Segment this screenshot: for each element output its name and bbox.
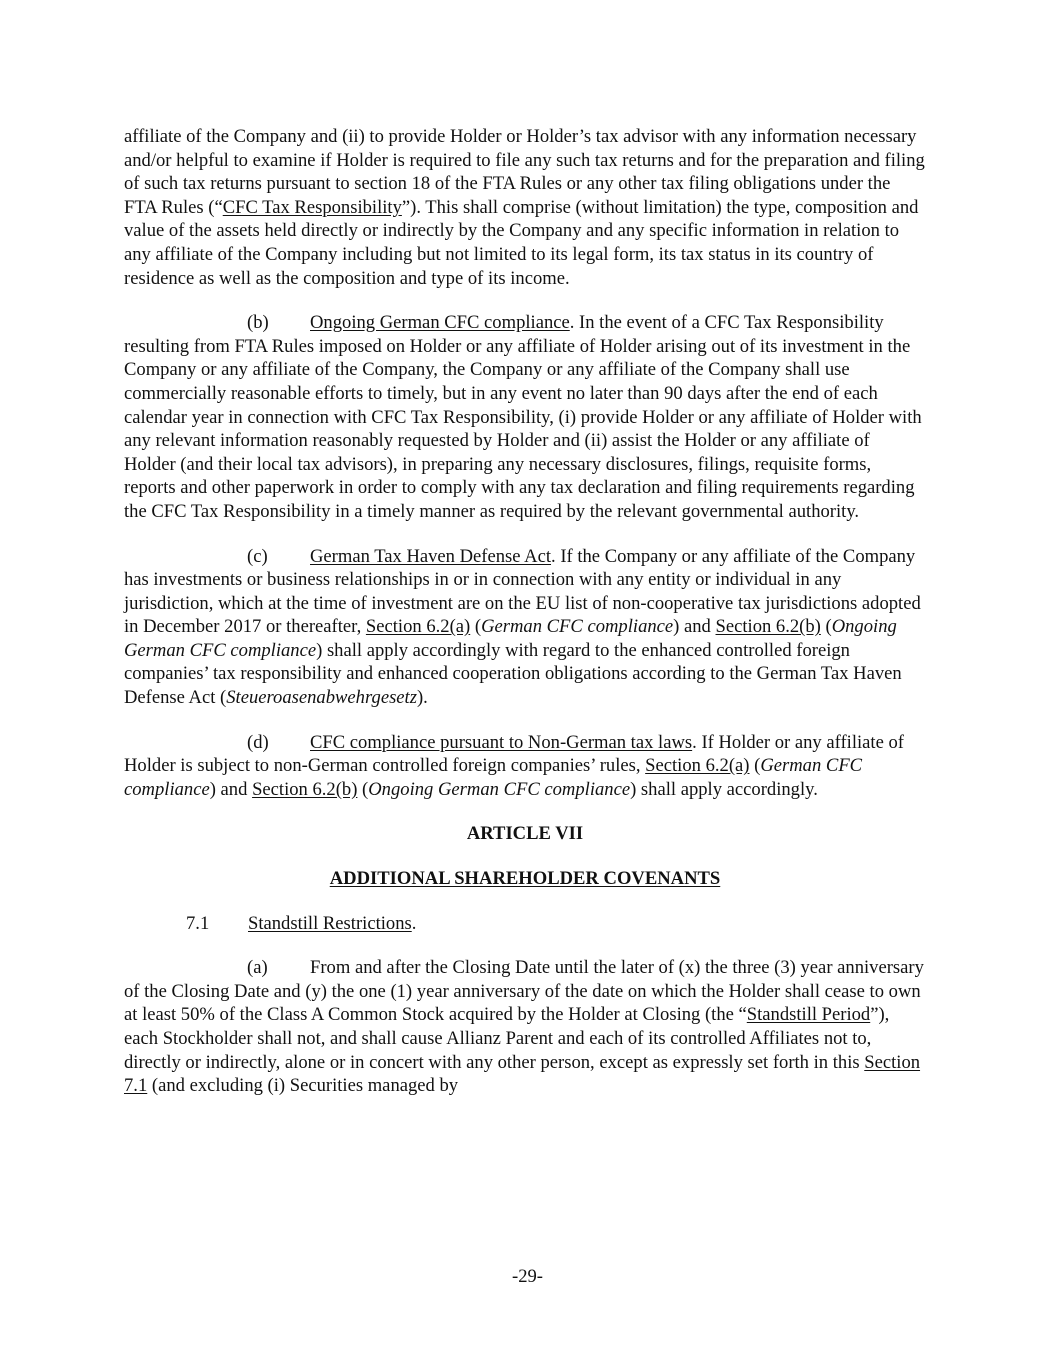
article-number: ARTICLE VII <box>466 823 584 845</box>
paragraph-a-continuation: affiliate of the Company and (ii) to provide Holder or Holder’s tax advisor with any information necessary and/or helpful to examine if Holder is required to file any such tax returns and for the preparation and filing of such tax returns pursuant to section 18 of the FTA Rules or any other tax filing obligations under the FTA Rules (“CFC Tax Responsibility”). This shall comprise (without limitation) the type, composition and value of the assets held directly or indirectly by the Company and any specific information in relation to any affiliate of the Company including but not limited to its legal form, its tax status in its country of residence as well as the composition and type of its income. <box>124 126 925 289</box>
section-heading: 7.1 Standstill Restrictions. <box>186 912 417 934</box>
paragraph-label: (c) <box>247 545 268 567</box>
paragraph-d: (d) CFC compliance pursuant to Non-German tax laws. If Holder or any affiliate of Holder is subject to non-German controlled foreign companies’ rules, Section 6.2(a) (German CFC compliance) and Section 6.2(b) (Ongoing German CFC compliance) shall apply accordingly. <box>124 731 904 800</box>
paragraph-b: (b) Ongoing German CFC compliance. In the event of a CFC Tax Responsibility resulting from FTA Rules imposed on Holder or any affiliate of Holder arising out of its investment in the Company or any affiliate of the Company, the Company or any affiliate of the Company shall use commercially reasonable efforts to timely, but in any event no later than 90 days after the end of each calendar year in connection with CFC Tax Responsibility, (i) provide Holder or any affiliate of Holder with any relevant information reasonably requested by Holder and (ii) assist the Holder or any affiliate of Holder (and their local tax advisors), in preparing any necessary disclosures, filings, requisite forms, reports and other paperwork in order to comply with any tax declaration and filing requirements regarding the CFC Tax Responsibility in a timely manner as required by the relevant governmental authority. <box>124 312 922 522</box>
paragraph-7-1-a: (a) From and after the Closing Date until the later of (x) the three (3) year anniversary of the Closing Date and (y) the one (1) year anniversary of the date on which the Holder shall cease to own at least 50% of the Class A Common Stock acquired by the Holder at Closing (the “Standstill Period”), each Stockholder shall not, and shall cause Allianz Parent and each of its controlled Affiliates not to, directly or indirectly, alone or in concert with any other person, except as expressly set forth in this Section 7.1 (and excluding (i) Securities managed by <box>124 957 924 1097</box>
section-number: 7.1 <box>186 912 210 934</box>
paragraph-label: (a) <box>247 957 268 979</box>
defined-term: Standstill Period <box>746 1004 871 1026</box>
section-reference: Section 7.1 <box>124 1051 921 1097</box>
paragraph-c: (c) German Tax Haven Defense Act. If the Company or any affiliate of the Company has investments or business relationships in or in connection with any entity or individual in any jurisdiction, which at the time of investment are on the EU list of non-cooperative tax jurisdictions adopted in December 2017 or thereafter, Section 6.2(a) (German CFC compliance) and Section 6.2(b) (Ongoing German CFC compliance) shall apply accordingly with regard to the enhanced controlled foreign companies’ tax responsibility and enhanced cooperation obligations according to the German Tax Haven Defense Act (Steueroasenabwehrgesetz). <box>124 545 921 709</box>
paragraph-heading: CFC compliance pursuant to Non-German tax laws <box>310 731 693 753</box>
defined-term: CFC Tax Responsibility <box>222 196 402 218</box>
paragraph-heading: German Tax Haven Defense Act <box>310 545 552 567</box>
paragraph-heading: Ongoing German CFC compliance <box>310 312 570 334</box>
paragraph-label: (d) <box>247 731 269 753</box>
section-reference: Section 6.2(a) <box>365 616 471 638</box>
document-page <box>124 125 926 1098</box>
article-title: ADDITIONAL SHAREHOLDER COVENANTS <box>329 868 721 890</box>
section-reference: Section 6.2(b) <box>252 778 358 800</box>
section-reference: Section 6.2(a) <box>645 755 750 777</box>
page-number: -29- <box>512 1266 543 1287</box>
section-reference: Section 6.2(b) <box>715 616 821 638</box>
paragraph-label: (b) <box>247 312 269 334</box>
section-title: Standstill Restrictions <box>248 912 412 934</box>
